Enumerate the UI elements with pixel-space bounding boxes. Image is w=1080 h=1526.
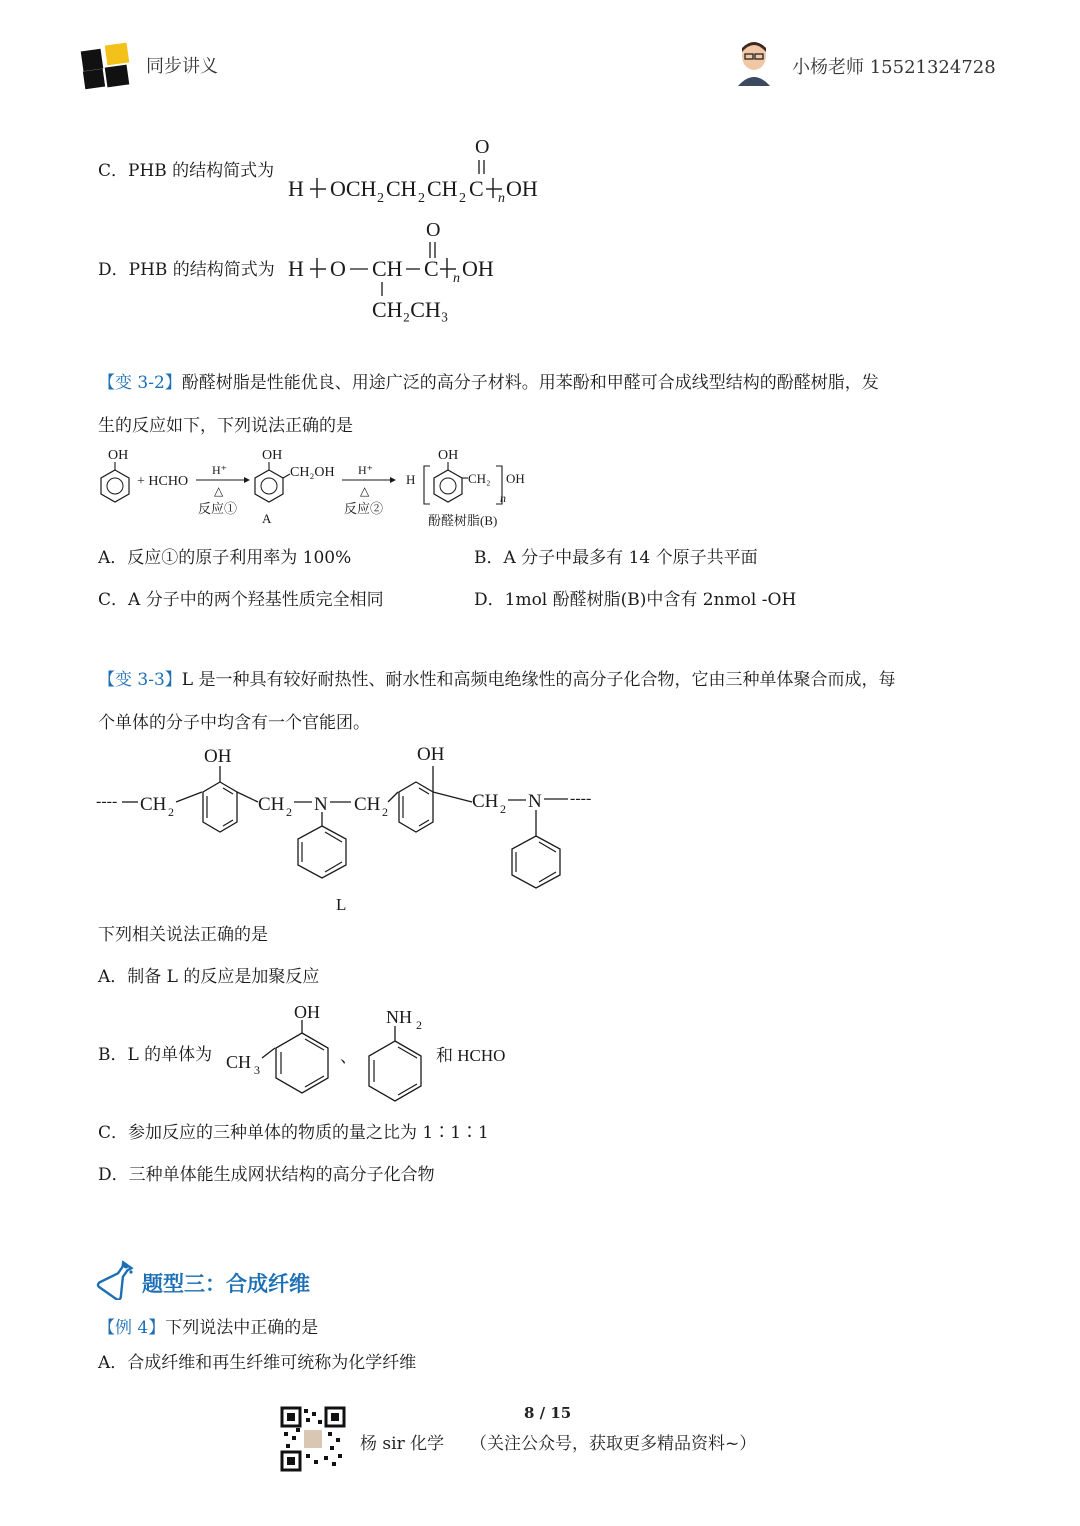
svg-text:CH: CH <box>140 794 167 815</box>
formula-c-n: n <box>498 191 505 206</box>
resin-b-ring <box>434 470 462 502</box>
q32-option-d: D．1mol 酚醛树脂(B)中含有 2nmol -OH <box>474 590 797 610</box>
svg-text:2: 2 <box>168 805 174 819</box>
q32-reaction-scheme <box>96 444 546 534</box>
flask-icon <box>96 1258 136 1300</box>
svg-text:OH: OH <box>438 448 459 463</box>
qr-code-icon <box>280 1406 346 1472</box>
svg-text:H: H <box>406 472 416 487</box>
q33-tag: 【变 3-3】 <box>98 670 182 690</box>
svg-text:NH: NH <box>386 1007 412 1027</box>
svg-text:CH₂: CH₂ <box>468 471 491 486</box>
reaction-1-label: 反应① <box>198 501 238 516</box>
formula-c-ch2b: CH <box>427 176 458 201</box>
svg-text:OH: OH <box>204 746 232 767</box>
example-4-option-a: A．合成纤维和再生纤维可统称为化学纤维 <box>98 1353 417 1373</box>
logo-icon <box>80 42 136 90</box>
q32-option-a: A．反应①的原子利用率为 100% <box>98 548 352 568</box>
q33-polymer-structure <box>96 740 606 920</box>
q33-question: 下列相关说法正确的是 <box>98 925 268 945</box>
q32-tag: 【变 3-2】 <box>98 373 182 393</box>
page-number: 8 / 15 <box>524 1404 572 1422</box>
svg-text:----: ---- <box>570 790 592 807</box>
polymer-l-label: L <box>336 895 347 914</box>
q33-option-b-prefix: B．L 的单体为 <box>98 1045 213 1065</box>
svg-text:2: 2 <box>377 191 384 206</box>
svg-text:CH: CH <box>258 794 285 815</box>
q32-stem-line1: 【变 3-2】酚醛树脂是性能优良、用途广泛的高分子材料。用苯酚和甲醛可合成线型结构的酚醛树脂，发 <box>98 373 879 393</box>
reaction-2-label: 反应② <box>344 501 384 516</box>
compound-a-label: A <box>262 511 272 526</box>
svg-text:△: △ <box>360 484 370 498</box>
svg-text:n: n <box>500 491 506 505</box>
q31-option-c-formula <box>286 132 566 208</box>
plus-hcho: + HCHO <box>137 474 189 489</box>
svg-text:、: 、 <box>340 1047 357 1066</box>
q32-option-b: B．A 分子中最多有 14 个原子共平面 <box>474 548 758 568</box>
q31-option-c-prefix: C．PHB 的结构简式为 <box>98 161 275 181</box>
svg-text:2: 2 <box>459 191 466 206</box>
example-4-tag: 【例 4】 <box>98 1318 166 1338</box>
q33-stem-line1: 【变 3-3】L 是一种具有较好耐热性、耐水性和高频电绝缘性的高分子化合物，它由三种单体聚合而成，每 <box>98 670 896 690</box>
header-right-title: 小杨老师 15521324728 <box>792 57 996 78</box>
section-3-title: 题型三：合成纤维 <box>142 1272 310 1296</box>
q31-option-d-formula <box>286 214 516 326</box>
svg-text:OH: OH <box>417 744 445 765</box>
q33-option-b-monomers <box>224 1000 524 1112</box>
aniline-ring <box>369 1041 421 1101</box>
ring-2 <box>399 782 433 832</box>
ring-1 <box>203 782 237 832</box>
svg-text:和 HCHO: 和 HCHO <box>436 1046 506 1065</box>
n2-phenyl-ring <box>512 836 560 888</box>
formula-c-oh: OH <box>506 176 538 201</box>
header-left-title: 同步讲义 <box>146 56 218 77</box>
svg-text:H⁺: H⁺ <box>212 463 227 477</box>
example-4-stem: 【例 4】下列说法中正确的是 <box>98 1318 319 1338</box>
q32-stem-line2: 生的反应如下，下列说法正确的是 <box>98 416 353 436</box>
svg-text:△: △ <box>214 484 224 498</box>
formula-d-c: C <box>424 256 439 281</box>
formula-c-c: C <box>469 176 484 201</box>
phenol-oh: OH <box>108 448 129 463</box>
footer-brand: 杨 sir 化学 <box>360 1434 445 1454</box>
formula-c-och: OCH <box>330 176 377 201</box>
svg-text:CH: CH <box>472 791 499 812</box>
svg-text:N: N <box>528 791 542 812</box>
svg-text:2: 2 <box>416 1018 422 1032</box>
phenol-ring <box>101 470 129 502</box>
formula-d-h: H <box>288 256 304 281</box>
q33-option-c: C．参加反应的三种单体的物质的量之比为 1∶1∶1 <box>98 1123 489 1143</box>
formula-d-ch: CH <box>372 256 403 281</box>
formula-c-ch2a: CH <box>386 176 417 201</box>
svg-text:CH: CH <box>226 1052 252 1072</box>
svg-text:H⁺: H⁺ <box>358 463 373 477</box>
svg-text:2: 2 <box>382 805 388 819</box>
cresol-ring <box>276 1033 328 1093</box>
svg-text:2: 2 <box>418 191 425 206</box>
formula-d-sub: CH₂CH₃ <box>372 297 449 322</box>
formula-d-top-o: O <box>426 219 441 241</box>
svg-text:CH₂OH: CH₂OH <box>290 465 335 480</box>
svg-text:----: ---- <box>96 793 118 810</box>
n1-phenyl-ring <box>298 826 346 878</box>
formula-d-n: n <box>453 271 460 286</box>
formula-c-h: H <box>288 176 304 201</box>
svg-text:N: N <box>314 794 328 815</box>
q31-option-d-prefix: D．PHB 的结构简式为 <box>98 260 275 280</box>
svg-text:OH: OH <box>506 471 525 486</box>
resin-b-label: 酚醛树脂(B) <box>428 513 498 528</box>
svg-text:CH: CH <box>354 794 381 815</box>
svg-text:2: 2 <box>286 805 292 819</box>
formula-d-o: O <box>330 256 346 281</box>
formula-d-oh: OH <box>462 256 494 281</box>
avatar <box>734 38 774 86</box>
q33-option-d: D．三种单体能生成网状结构的高分子化合物 <box>98 1165 435 1185</box>
q33-stem-line2: 个单体的分子中均含有一个官能团。 <box>98 713 370 733</box>
q33-option-a: A．制备 L 的反应是加聚反应 <box>98 967 320 987</box>
compound-a-ring <box>255 470 283 502</box>
svg-text:2: 2 <box>500 802 506 816</box>
footer-slogan: （关注公众号，获取更多精品资料~） <box>470 1434 757 1454</box>
q32-option-c: C．A 分子中的两个羟基性质完全相同 <box>98 590 384 610</box>
formula-c-o: O <box>475 136 490 158</box>
svg-text:OH: OH <box>294 1002 320 1022</box>
svg-text:3: 3 <box>254 1063 260 1077</box>
svg-text:OH: OH <box>262 448 283 463</box>
